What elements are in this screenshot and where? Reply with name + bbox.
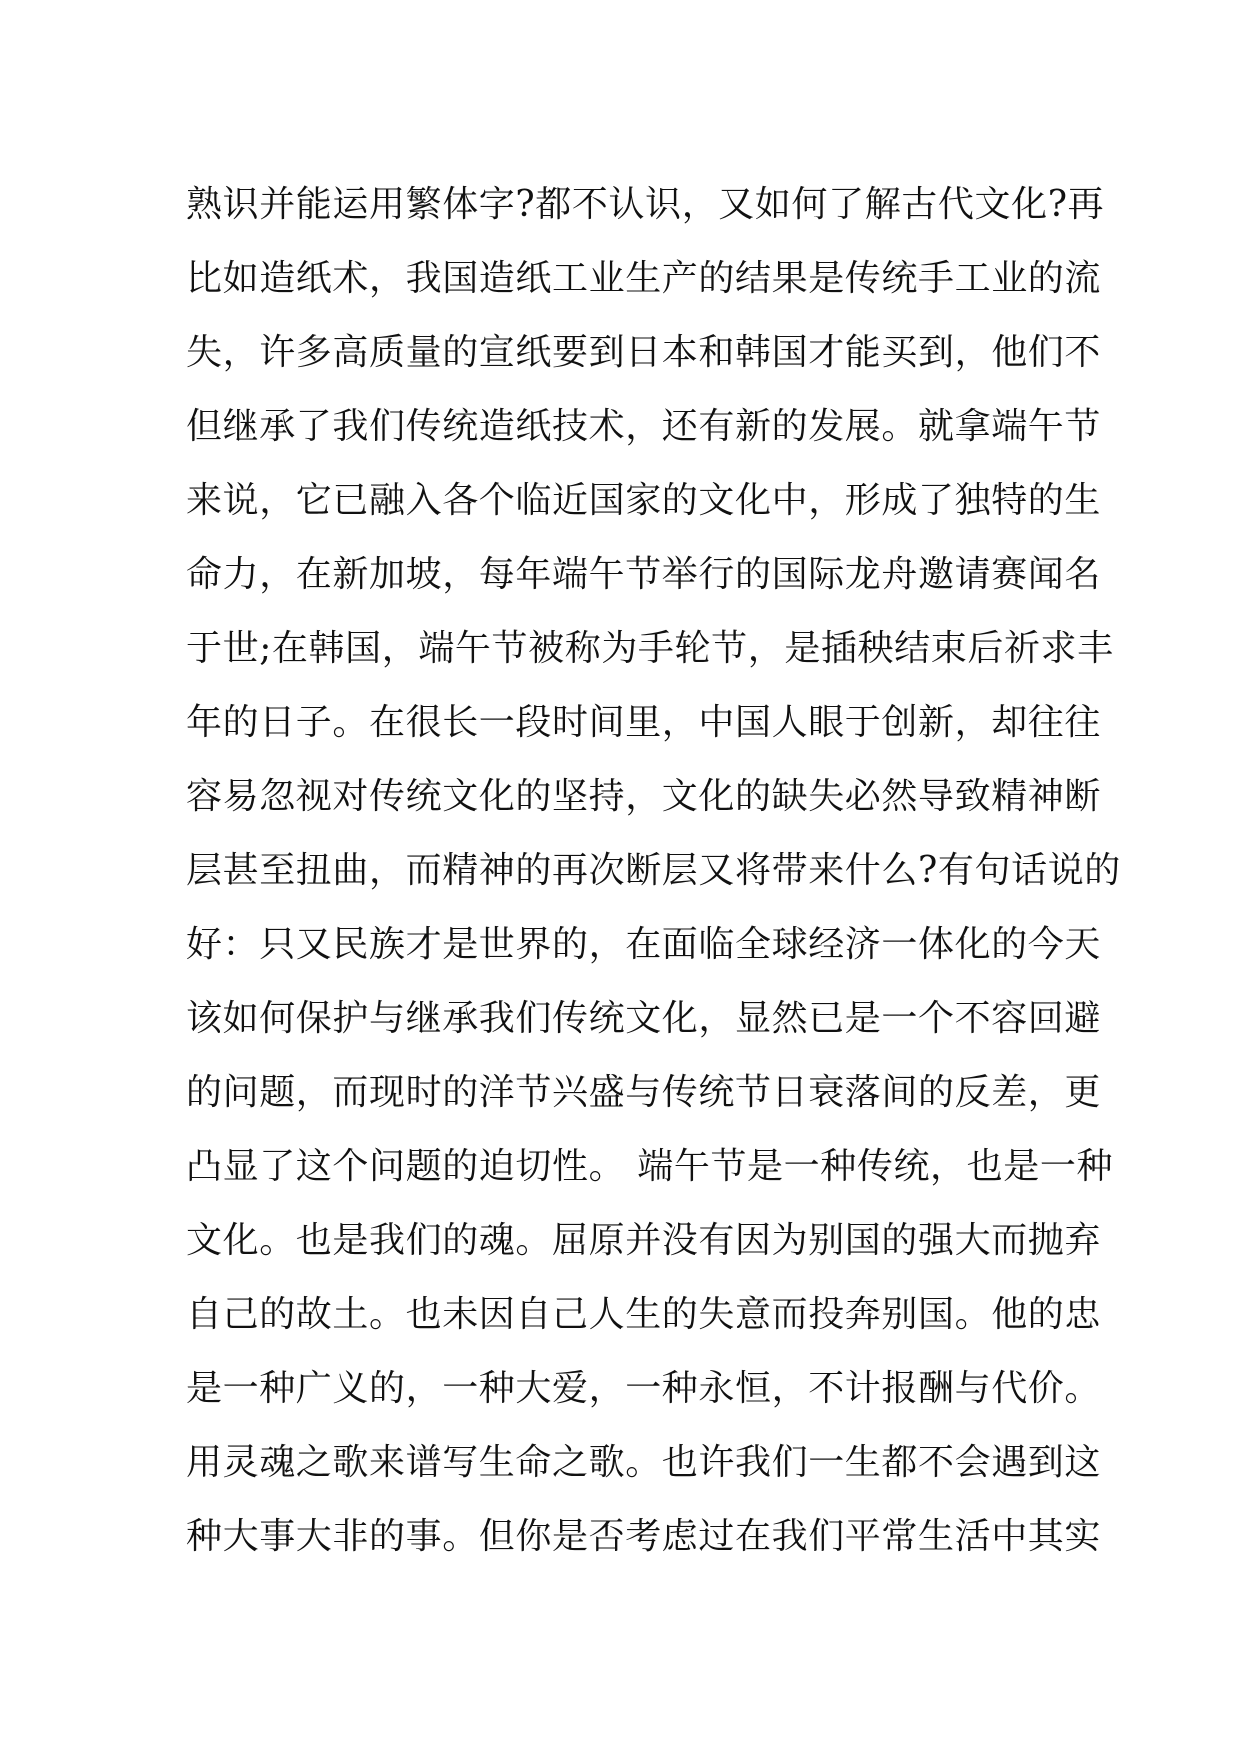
- text-line: 失，许多高质量的宣纸要到日本和韩国才能买到，他们不: [186, 332, 1102, 373]
- text-line: 用灵魂之歌来谱写生命之歌。也许我们一生都不会遇到这: [186, 1442, 1102, 1483]
- text-line: 凸显了这个问题的迫切性。 端午节是一种传统，也是一种: [186, 1146, 1114, 1187]
- text-line: 来说，它已融入各个临近国家的文化中，形成了独特的生: [186, 480, 1102, 521]
- text-line: 年的日子。在很长一段时间里，中国人眼于创新，却往往: [186, 702, 1102, 743]
- text-line: 是一种广义的，一种大爱，一种永恒，不计报酬与代价。: [186, 1368, 1102, 1409]
- text-line: 种大事大非的事。但你是否考虑过在我们平常生活中其实: [186, 1516, 1102, 1557]
- text-line: 文化。也是我们的魂。屈原并没有因为别国的强大而抛弃: [186, 1220, 1102, 1261]
- text-line: 该如何保护与继承我们传统文化，显然已是一个不容回避: [186, 998, 1102, 1039]
- text-line: 但继承了我们传统造纸技术，还有新的发展。就拿端午节: [186, 406, 1102, 447]
- text-line: 好：只又民族才是世界的，在面临全球经济一体化的今天: [186, 924, 1102, 965]
- text-line: 容易忽视对传统文化的坚持，文化的缺失必然导致精神断: [186, 776, 1102, 817]
- body-text: [186, 168, 1121, 1574]
- text-line: 的问题，而现时的洋节兴盛与传统节日衰落间的反差，更: [186, 1072, 1102, 1113]
- text-line: 于世;在韩国，端午节被称为手轮节，是插秧结束后祈求丰: [186, 628, 1114, 669]
- text-line: 自己的故土。也未因自己人生的失意而投奔别国。他的忠: [186, 1294, 1102, 1335]
- text-line: 层甚至扭曲，而精神的再次断层又将带来什么?有句话说的: [186, 850, 1121, 891]
- text-line: 熟识并能运用繁体字?都不认识，又如何了解古代文化?再: [186, 184, 1105, 225]
- text-line: 比如造纸术，我国造纸工业生产的结果是传统手工业的流: [186, 258, 1102, 299]
- text-line: 命力，在新加坡，每年端午节举行的国际龙舟邀请赛闻名: [186, 554, 1102, 595]
